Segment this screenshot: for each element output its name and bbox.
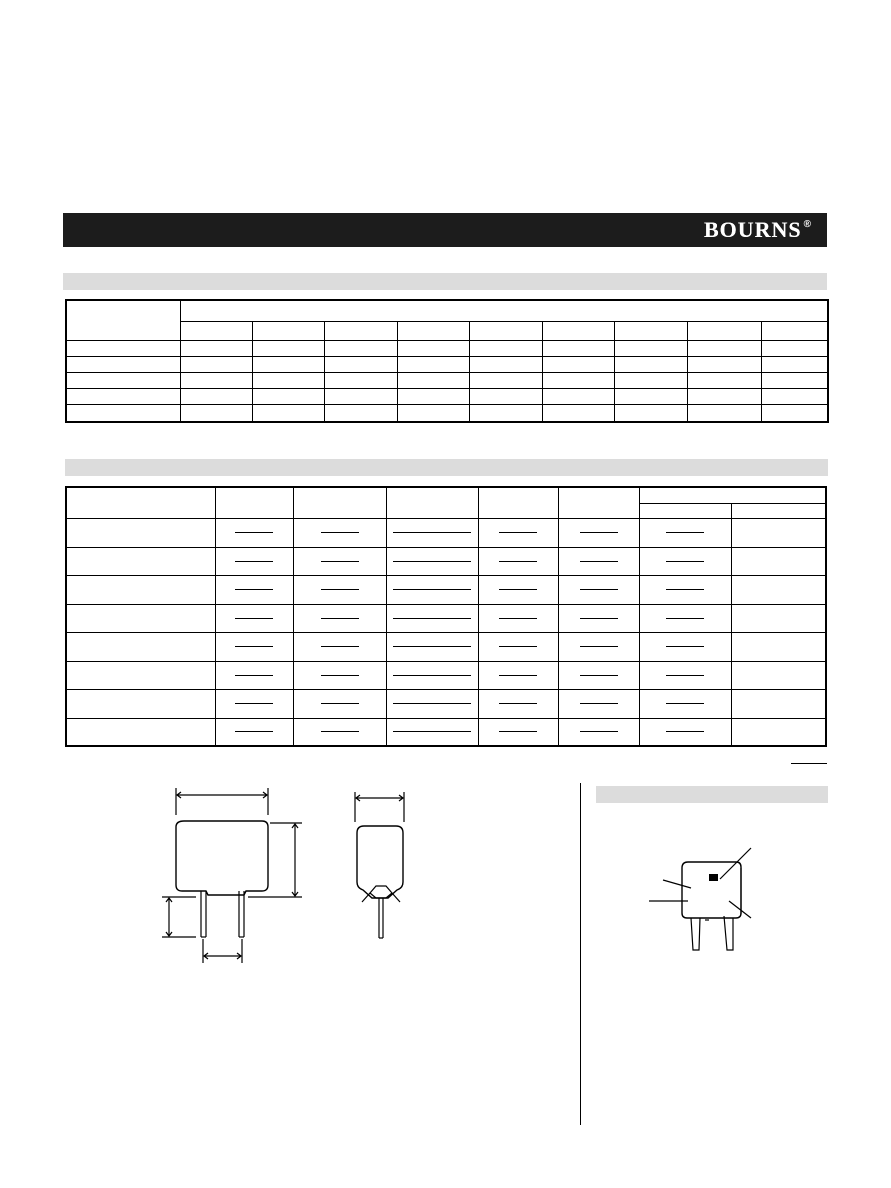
side-view-drawing (348, 790, 414, 940)
table-row (66, 388, 828, 404)
table1-subheader-cell (180, 321, 252, 340)
table1-subheader-cell (542, 321, 614, 340)
header-bar (63, 213, 827, 247)
table-row (66, 518, 826, 547)
table2-header-row (66, 487, 826, 503)
marking-drawing (645, 838, 760, 954)
table1-header-cell (66, 300, 180, 340)
table1-subheader-cell (614, 321, 687, 340)
registered-mark: ® (803, 219, 811, 230)
table-row (66, 372, 828, 388)
section-band-2 (65, 459, 828, 476)
table1-subheader-cell (324, 321, 397, 340)
table2-header-cell (386, 487, 478, 518)
note-rule (791, 763, 827, 764)
table1-subheader-cell (761, 321, 828, 340)
table-row (66, 718, 826, 746)
bourns-logo (704, 218, 811, 242)
front-view-drawing (160, 785, 310, 965)
table-row (66, 604, 826, 632)
table2-header-cell (558, 487, 639, 518)
table2-subheader-cell (639, 503, 731, 518)
table1-subheader-cell (397, 321, 469, 340)
table2-group-header (639, 487, 826, 503)
table2-header-cell (293, 487, 386, 518)
table1-group-header (180, 300, 828, 321)
table2-header-cell (215, 487, 293, 518)
brand-name: BOURNS (703, 217, 802, 242)
spec-table-2 (65, 486, 827, 747)
spec-table-1 (65, 299, 829, 423)
marking-square-icon (709, 874, 718, 881)
table2-header-cell (478, 487, 558, 518)
section-band-3 (596, 786, 828, 803)
table-row (66, 689, 826, 718)
section-band-1 (63, 273, 827, 290)
table-row (66, 575, 826, 604)
table-row (66, 404, 828, 422)
table1-subheader-cell (687, 321, 761, 340)
table-row (66, 547, 826, 575)
table1-subheader-cell (252, 321, 324, 340)
column-divider (580, 783, 581, 1125)
table-row (66, 632, 826, 661)
table-row (66, 356, 828, 372)
table1-subheader-cell (469, 321, 542, 340)
table2-header-cell (66, 487, 215, 518)
table-row (66, 340, 828, 356)
table2-subheader-cell (731, 503, 826, 518)
table-row (66, 661, 826, 689)
table1-subheader-row (66, 321, 828, 340)
table1-header-row (66, 300, 828, 321)
